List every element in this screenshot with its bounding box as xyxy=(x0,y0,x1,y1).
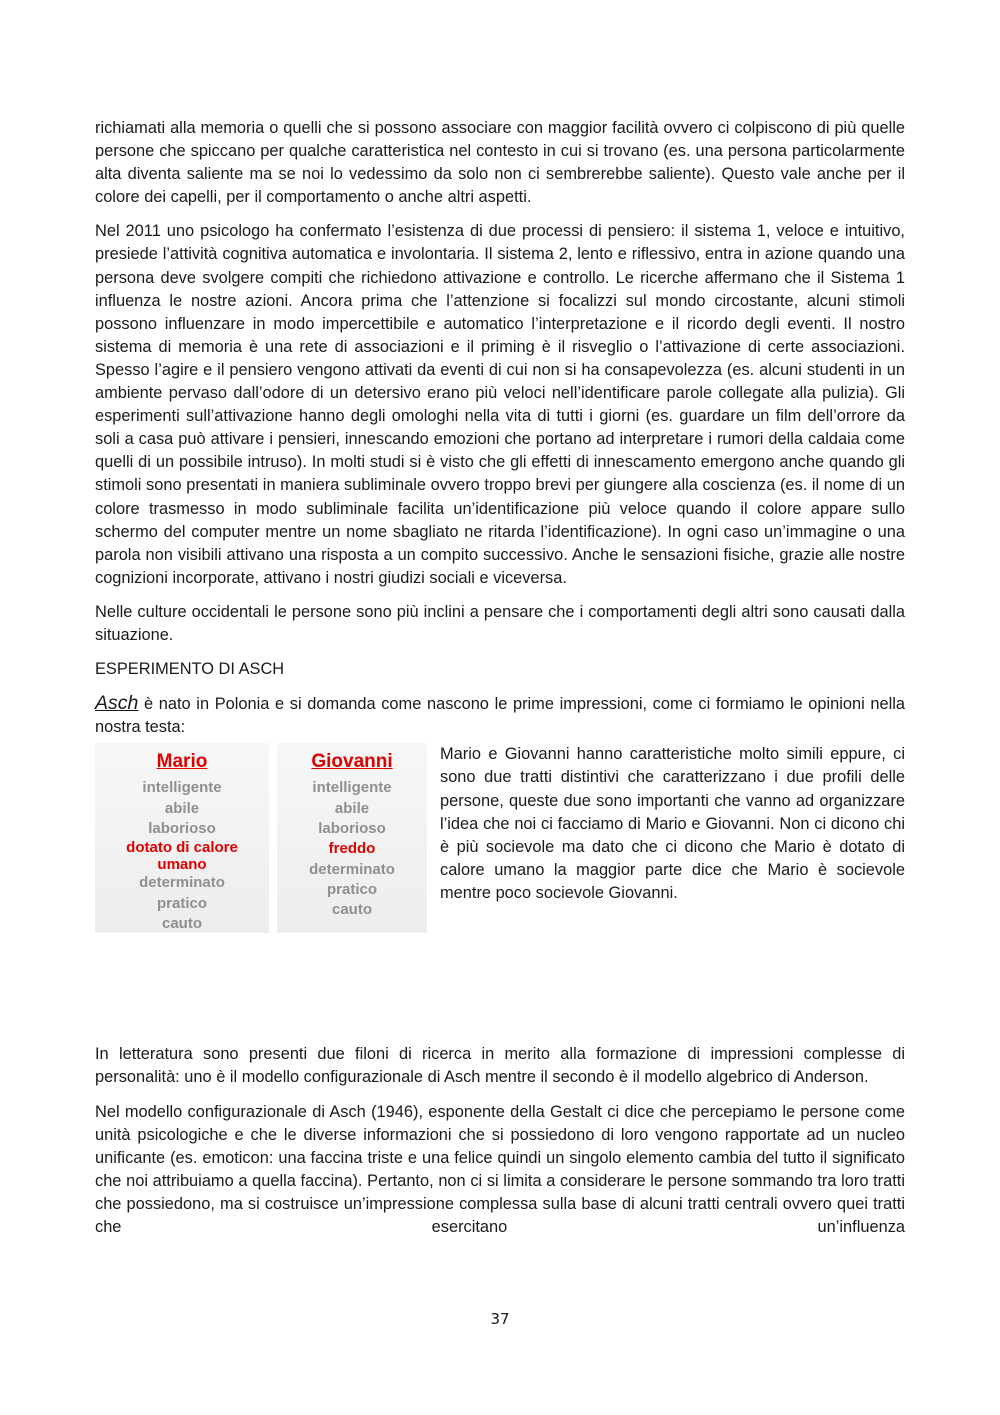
mario-trait: cauto xyxy=(161,914,202,932)
giovanni-trait: determinato xyxy=(309,860,395,878)
mario-trait: pratico xyxy=(156,894,207,912)
mario-trait: laborioso xyxy=(148,819,216,837)
mario-trait: abile xyxy=(164,799,200,817)
section-heading: ESPERIMENTO DI ASCH xyxy=(95,660,285,679)
document-page xyxy=(95,117,905,1250)
traits-figure xyxy=(95,743,428,933)
asch-name-link: Asch xyxy=(95,692,139,715)
giovanni-card xyxy=(277,743,427,933)
giovanni-trait: abile xyxy=(334,799,370,817)
asch-intro-paragraph xyxy=(95,692,905,739)
mario-trait: determinato xyxy=(139,874,225,892)
mario-name: Mario xyxy=(156,751,208,773)
mario-card xyxy=(95,743,269,933)
paragraph-salience: richiamati alla memoria o quelli che si possono associare con maggior facilità ovvero ci colpiscono di più quelle persone che spiccano per qualche caratteristica nel contesto in cui si trovano (es. una persona particolarmente alta diventa saliente ma se noi lo vedessimo da solo non ci sembrerebbe saliente). Questo vale anche per il colore dei capelli, per il comportamento o anche altri aspetti. xyxy=(95,119,905,207)
figure-row xyxy=(95,743,905,1043)
paragraph-configurational-model: Nel modello configurazionale di Asch (1946), esponente della Gestalt ci dice che percepiamo le persone come unità psicologiche e che le diverse informazioni che si possiedono di loro vengono rapportate ad un nucleo unificante (es. emoticon: una faccina triste e una felice quindi un singolo elemento cambia del tutto il significato che noi attribuiamo a quella faccina). Pertanto, non ci si limita a considerare le persone sommando tra loro tratti che possiedono, ma si costruisce un’impressione complessa sulla base di alcuni tratti centrali ovvero quei tratti che esercitano un’influenza xyxy=(95,1102,905,1236)
paragraph-research-strands: In letteratura sono presenti due filoni di ricerca in merito alla formazione di impressioni complesse di personalità: uno è il modello configurazionale di Asch mentre il secondo è il modello algebrico di Anderson. xyxy=(95,1045,905,1087)
mario-trait-highlight: dotato di calore xyxy=(126,839,238,857)
paragraph-thinking-systems: Nel 2011 uno psicologo ha confermato l’esistenza di due processi di pensiero: il sistema 1, veloce e intuitivo, presiede l’attività cognitiva automatica e involontaria. Il sistema 2, lento e riflessivo, entra in azione quando una persona deve svolgere compiti che richiedono attivazione e controllo. Le ricerche affermano che il Sistema 1 influenza le nostre azioni. Ancora prima che l’attenzione si focalizzi sul mondo circostante, alcuni stimoli possono influenzare in modo impercettibile e automatico l’interpretazione e il ricordo degli eventi. Il nostro sistema di memoria è una rete di associazioni e il priming è il risveglio o l’attivazione di certe associazioni. Spesso l’agire e il pensiero vengono attivati da eventi di cui non si ha consapevolezza (es. alcuni studenti in un ambiente pervaso dall’odore di un detersivo erano più veloci nell’identificare parole collegate alla pulizia). Gli esperimenti sull’attivazione hanno degli omologhi nella vita di tutti i giorni (es. guardare un film dell’orrore da soli a casa può attivare i pensieri, innescando emozioni che portano ad interpretare i rumori della caldaia come quelli di un possibile intruso). In molti studi si è visto che gli effetti di innescamento emergono anche quando gli stimoli sono presentati in maniera subliminale ovvero troppo brevi per giungere alla coscienza (es. il nome di un colore trasmesso in modo subliminale facilita un’identificazione più veloce quando il colore appare sullo schermo del computer mentre un nome sbagliato ne ritarda l’identificazione). In ogni caso un’immagine o una parola non visibili attivano una risposta a un compito successivo. Anche le sensazioni fisiche, grazie alle nostre cognizioni incorporate, attivano i nostri giudizi sociali e viceversa. xyxy=(95,222,905,587)
figure-caption: Mario e Giovanni hanno caratteristiche molto simili eppure, ci sono due tratti distintivi che caratterizzano i due profili delle persone, queste due sono importanti che vanno ad organizzare l’idea che noi ci facciamo di Mario e Giovanni. Non ci dicono chi è più socievole ma dato che ci dicono che Mario è dotato di calore umano la maggior parte dice che Mario è socievole mentre poco socievole Giovanni. xyxy=(440,745,905,902)
giovanni-name: Giovanni xyxy=(311,751,393,773)
paragraph-western-cultures: Nelle culture occidentali le persone sono più inclini a pensare che i comportamenti degli altri sono causati dalla situazione. xyxy=(95,602,905,644)
page-number: 37 xyxy=(490,1310,510,1328)
giovanni-trait-highlight: freddo xyxy=(328,840,376,858)
giovanni-trait: pratico xyxy=(326,880,377,898)
giovanni-trait: cauto xyxy=(331,901,372,919)
mario-trait: intelligente xyxy=(142,779,222,797)
mario-trait-highlight: umano xyxy=(157,856,207,874)
giovanni-trait: laborioso xyxy=(318,819,386,837)
asch-intro-text: è nato in Polonia e si domanda come nascono le prime impressioni, come ci formiamo le opinioni nella nostra testa: xyxy=(95,695,905,737)
giovanni-trait: intelligente xyxy=(312,779,392,797)
